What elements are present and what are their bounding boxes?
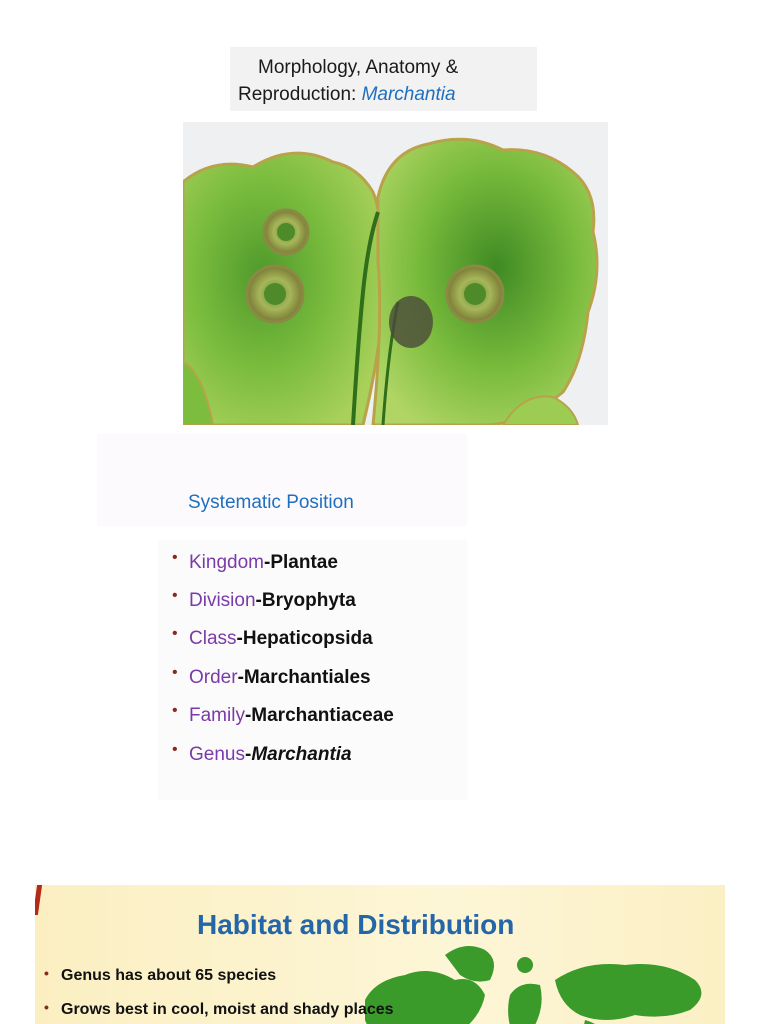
rank-value: Marchantiales bbox=[243, 667, 371, 688]
slide-title bbox=[230, 47, 537, 111]
bullet-icon: • bbox=[172, 664, 178, 681]
rank-label: Division bbox=[189, 590, 256, 611]
rank-separator: - bbox=[244, 744, 252, 765]
rank-value: Plantae bbox=[270, 552, 338, 573]
rank-value: Bryophyta bbox=[261, 590, 356, 611]
list-item bbox=[172, 741, 352, 766]
habitat-title: Habitat and Distribution bbox=[197, 909, 515, 940]
rank-value: Marchantiaceae bbox=[251, 705, 394, 726]
list-item bbox=[172, 549, 338, 574]
list-item bbox=[172, 702, 394, 727]
rank-separator: - bbox=[255, 590, 262, 611]
rank-label: Class bbox=[189, 628, 237, 649]
bullet-icon: • bbox=[172, 587, 178, 604]
bullet-icon: • bbox=[44, 999, 49, 1015]
bullet-icon: • bbox=[172, 702, 178, 719]
title-line-2 bbox=[238, 84, 537, 106]
title-line-1: Morphology, Anatomy & bbox=[258, 57, 459, 78]
rank-value: Hepaticopsida bbox=[242, 628, 373, 649]
bullet-icon: • bbox=[172, 549, 178, 566]
rank-label: Family bbox=[189, 705, 245, 726]
thallus-illustration bbox=[183, 122, 608, 425]
systematic-heading: Systematic Position bbox=[188, 492, 354, 513]
list-item bbox=[172, 587, 356, 612]
habitat-item-text: Grows best in cool, moist and shady places bbox=[61, 1001, 394, 1018]
rank-label: Kingdom bbox=[189, 552, 264, 573]
habitat-item-text: Genus has about 65 species bbox=[61, 967, 277, 984]
systematic-heading-card bbox=[97, 434, 467, 526]
rank-label: Order bbox=[189, 667, 238, 688]
rank-separator: - bbox=[264, 552, 271, 573]
title-prefix: Reproduction: bbox=[238, 84, 362, 105]
list-item bbox=[172, 664, 371, 689]
rank-separator: - bbox=[244, 705, 252, 726]
bullet-icon: • bbox=[44, 965, 49, 981]
list-item bbox=[44, 965, 277, 985]
list-item bbox=[172, 625, 373, 650]
rank-value: Marchantia bbox=[251, 744, 352, 765]
rank-label: Genus bbox=[189, 744, 245, 765]
rank-separator: - bbox=[236, 628, 243, 649]
title-genus: Marchantia bbox=[361, 84, 456, 105]
habitat-slide bbox=[35, 885, 725, 1024]
slide-accent-bar bbox=[35, 885, 42, 915]
bullet-icon: • bbox=[172, 741, 178, 758]
taxonomy-list bbox=[158, 540, 467, 800]
bullet-icon: • bbox=[172, 625, 178, 642]
rank-separator: - bbox=[237, 667, 244, 688]
list-item bbox=[44, 999, 394, 1019]
marchantia-photo bbox=[183, 122, 608, 425]
